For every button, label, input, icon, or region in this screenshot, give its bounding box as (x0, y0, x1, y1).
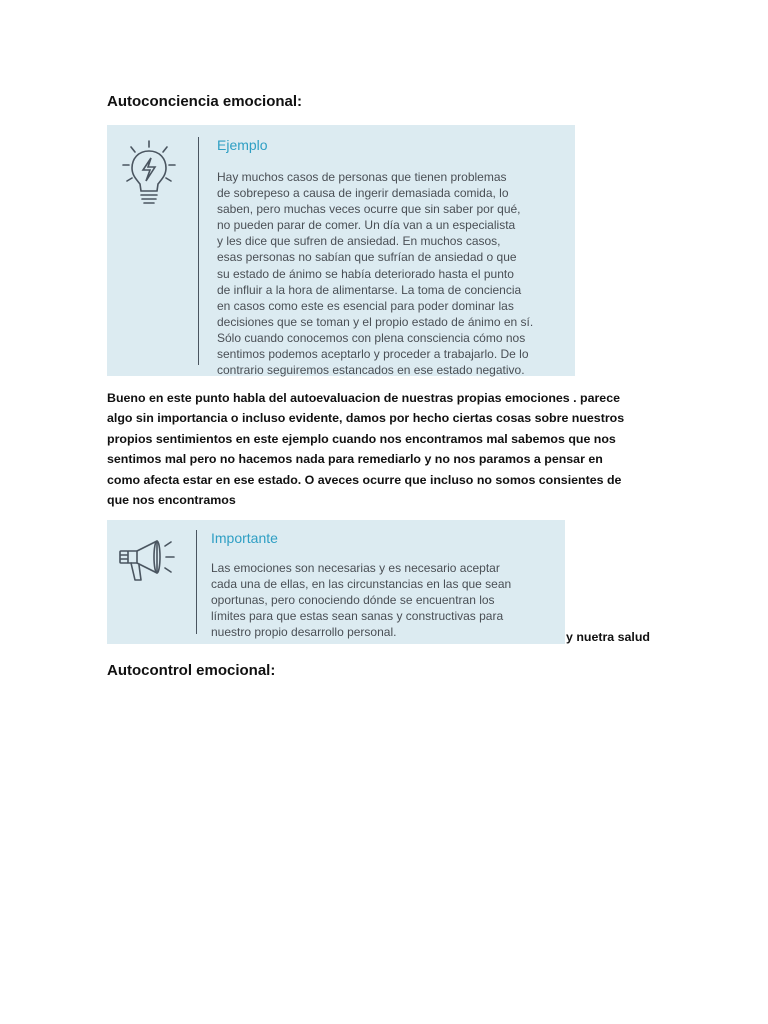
text-line: sentimos mal pero no hacemos nada para remediarlo y no nos paramos a pensar en (107, 452, 603, 467)
text-line: nuestro propio desarrollo personal. (211, 625, 397, 640)
text-line: Hay muchos casos de personas que tienen problemas (217, 170, 507, 184)
callout-divider (198, 137, 199, 365)
text-line: algo sin importancia o incluso evidente, damos por hecho ciertas cosas sobre nuestros (107, 411, 625, 426)
section-heading-autocontrol: Autocontrol emocional: (107, 662, 276, 679)
text-line: esas personas no sabían que sufrían de ansiedad o que (217, 250, 517, 265)
text-line: Sólo cuando conocemos con plena consciencia cómo nos (217, 330, 526, 345)
text-line: propios sentimientos en este ejemplo cuando nos encontramos mal sabemos que nos (107, 431, 616, 446)
text-line: cada una de ellas, en las circunstancias en las que sean (211, 577, 512, 592)
text-line: no pueden parar de comer. Un día van a un especialista (217, 218, 516, 233)
text-line: oportunas, pero conociendo dónde se encuentran los (211, 593, 495, 608)
text-line: que nos encontramos (107, 493, 236, 508)
text-line: límites para que estas sean sanas y constructivas para (211, 609, 504, 624)
example-callout (107, 125, 575, 376)
text-line: su estado de ánimo se había deteriorado hasta el punto (217, 266, 514, 281)
lightbulb-icon (121, 139, 177, 211)
text-line: y les dice que sufren de ansiedad. En muchos casos, (217, 234, 501, 249)
text-line: de influir a la hora de alimentarse. La toma de conciencia (217, 282, 522, 297)
text-line: sentimos podemos aceptarlo y proceder a trabajarlo. De lo (217, 347, 529, 362)
text-line: contrario seguiremos estancados en ese estado negativo. (217, 363, 525, 378)
text-line: Bueno en este punto habla del autoevaluacion de nuestras propias emociones . parece (107, 391, 620, 405)
section-heading-autoconciencia: Autoconciencia emocional: (107, 93, 303, 110)
text-line: en casos como este es esencial para poder dominar las (217, 298, 514, 313)
megaphone-icon (117, 536, 179, 590)
callout-divider (196, 530, 197, 634)
callout-title: Importante (211, 530, 278, 546)
text-line: de sobrepeso a causa de ingerir demasiada comida, lo (217, 186, 509, 201)
inline-text: y nuetra salud (566, 630, 651, 644)
text-line: decisiones que se toman y el propio estado de ánimo en sí. (217, 314, 534, 329)
important-callout (107, 520, 565, 644)
callout-text (211, 560, 553, 640)
text-line: Las emociones son necesarias y es necesario aceptar (211, 561, 500, 575)
text-line: saben, pero muchas veces ocurre que sin saber por qué, (217, 202, 521, 217)
callout-title: Ejemplo (217, 137, 268, 153)
body-paragraph (107, 388, 652, 510)
callout-text (217, 169, 563, 378)
text-line: como afecta estar en ese estado. O aveces ocurre que incluso no somos consientes de (107, 472, 622, 487)
